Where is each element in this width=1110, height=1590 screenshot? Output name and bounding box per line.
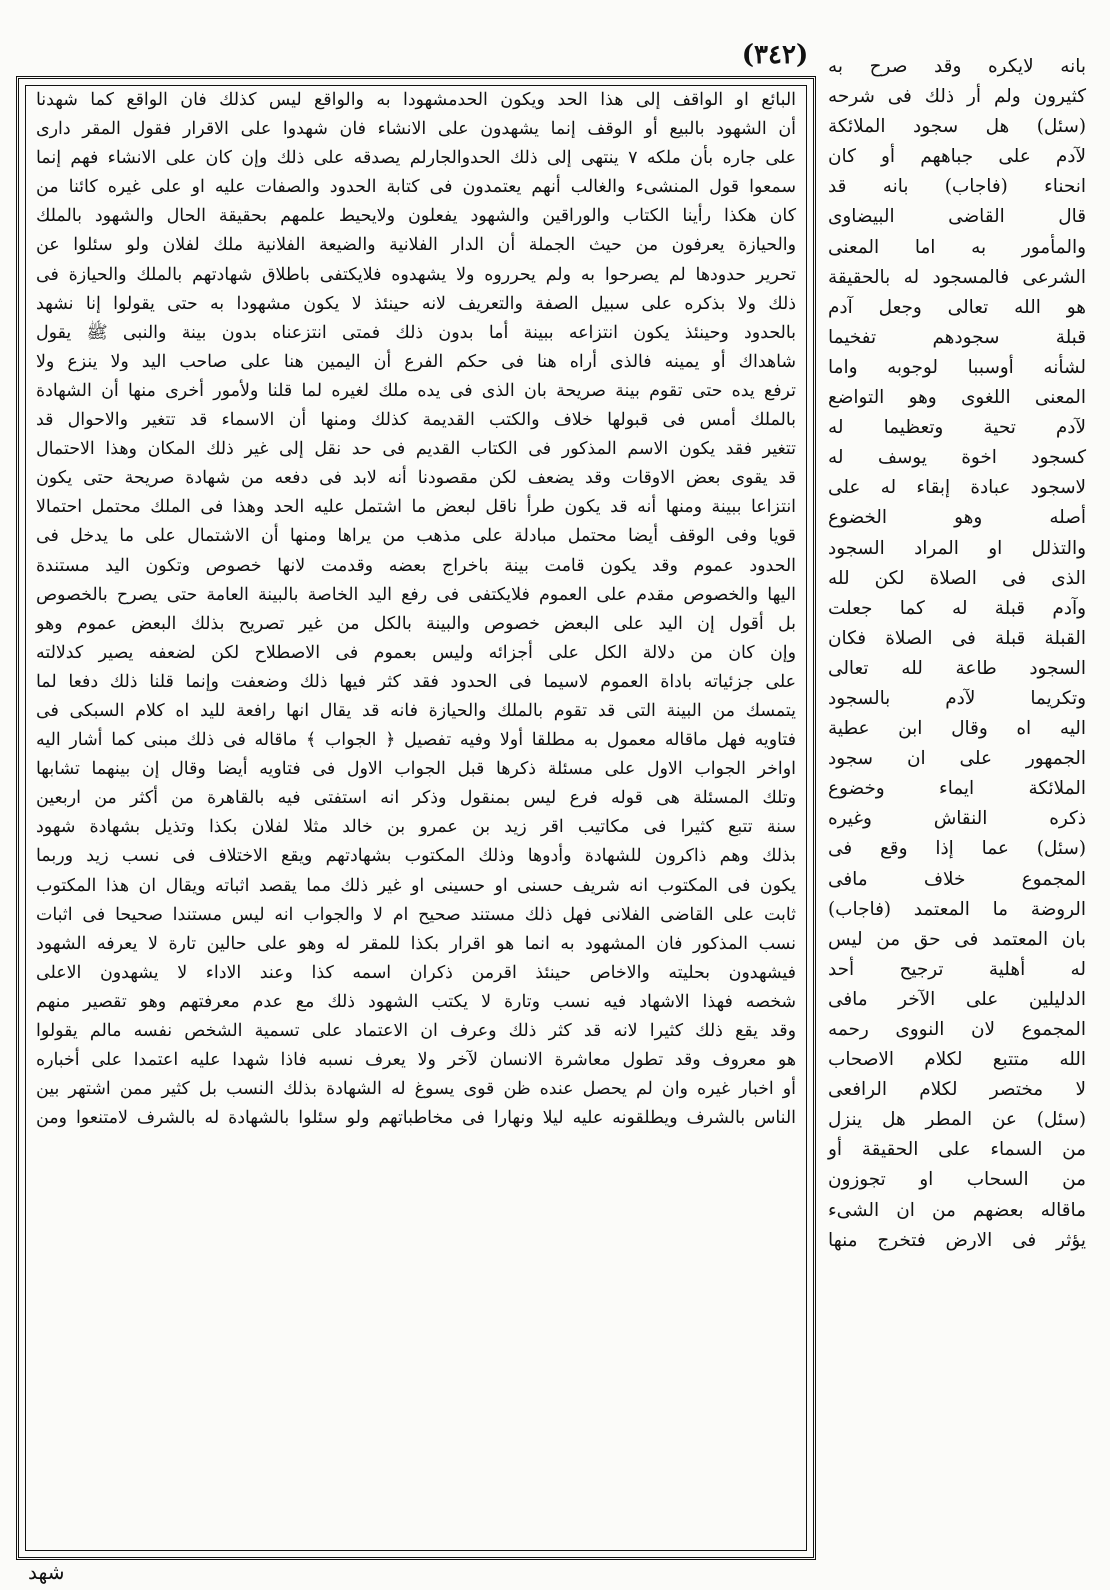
- margin-text-line: لاسجود عبادة إبقاء له على: [828, 477, 1086, 499]
- main-text-line: شاهداك أو يمينه فالذى أراه هنا فى حكم الفرع أن اليمين هنا على صاحب اليد ولا ينزع ولا: [36, 351, 796, 372]
- margin-commentary: [822, 52, 1092, 1562]
- margin-text-line: يؤثر فى الارض فتخرج منها: [828, 1229, 1086, 1251]
- main-text-line: أن الشهود بالبيع أو الوقف إنما يشهدون على الانشاء فان شهدوا على الاقرار فقول المقر دارى: [36, 119, 796, 140]
- main-text-line: والحيازة يعرفون من حيث الجملة أن الدار الفلانية والضيعة الفلانية ملك لفلان ولو سئلوا عن: [36, 235, 796, 256]
- margin-text-line: والتذلل او المراد السجود: [828, 537, 1086, 559]
- margin-text-line: الذى فى الصلاة لكن لله: [828, 567, 1086, 589]
- main-text-line: البائع او الواقف إلى هذا الحد ويكون الحدمشهودا به والواقع ليس كذلك فان الواقع كما شهدنا: [36, 90, 796, 110]
- margin-text-line: الله متتبع لكلام الاصحاب: [828, 1049, 1086, 1071]
- margin-text-line: له أهلية ترجيح أحد: [828, 958, 1086, 980]
- margin-text-line: (سئل) عما إذا وقع فى: [828, 838, 1086, 860]
- margin-text-line: لآدم على جباههم أو كان: [828, 146, 1086, 168]
- margin-text-line: المعنى اللغوى وهو التواضع: [828, 387, 1086, 409]
- main-text-line: اواخر الجواب الاول على مسئلة ذكرها قبل الجواب الاول فى فتاويه أيضا وقال إن بينهما تشابها: [36, 759, 796, 780]
- main-text-line: وتلك المسئلة هى قوله فرع ليس بمنقول وذكر انه استفتى فيه بالقاهرة من أكثر من اربعين: [36, 788, 796, 809]
- margin-text-line: قبلة سجودهم تفخيما: [828, 326, 1086, 348]
- margin-text-line: المجموع لان النووى رحمه: [828, 1019, 1086, 1040]
- main-text-line: وإن كان من دلالة الكل على أجزائه وليس بعموم فى الاصطلاح لكن لضعفه يصير كدلالته: [36, 642, 796, 663]
- main-text-line: كان هكذا رأينا الكتاب والوراقين والشهود يفعلون ولايحيط علمهم بحقيقة الحال والشهود بالملك: [36, 206, 796, 227]
- margin-text-line: بان المعتمد فى حق من ليس: [828, 928, 1086, 950]
- main-text-line: ترفع يده حتى تقوم بينة صريحة بان الذى فى يده ملك لغيره لما قلنا ولأمور أخرى منها أن الشهادة: [36, 380, 796, 401]
- margin-text-line: الشرعى فالمسجود له بالحقيقة: [828, 266, 1086, 288]
- margin-text-line: اليه اه وقال ابن عطية: [828, 718, 1086, 740]
- main-text-line: أو اخبار غيره وان لم يحصل عنده ظن قوى يسوغ له الشهادة بذلك النسب بل كثير ممن اشتهر بين: [36, 1079, 796, 1100]
- main-text-line: الناس بالشرف ويطلقونه عليه ليلا ونهارا فى مخاطباتهم ولو سئلوا بالشهادة له بالشرف لامتنعوا ومن: [36, 1108, 796, 1129]
- margin-text-line: بانه لايكره وقد صرح به: [828, 56, 1086, 77]
- main-text-line: ذلك ولا بذكره على سبيل الصفة والتعريف لانه حينئذ لا يكون مشهودا به حتى يقولوا إنا نشهد: [36, 293, 796, 314]
- main-text-line: تتغير فقد يكون الاسم المذكور فى الكتاب القديم فى حد نقل إلى غير ذلك المكان وهذا الاحتمال: [36, 439, 796, 460]
- main-text-line: سمعوا قول المنشىء والغالب أنهم يعتمدون فى كتابة الحدود والصفات عليه او على غيره كائنا من: [36, 177, 796, 198]
- main-text-line: تحرير حدودها لم يصرحوا به ولم يحرروه ولا يشهدوه فلايكتفى باطلاق شهادتهم بالملك والحيازة فى: [36, 264, 796, 285]
- main-text-line: فتاويه فهل ماقاله معمول به مطلقا أولا وفيه تفصيل ﴿ الجواب ﴾ ماقاله فى ذلك مبنى كما أشار اليه: [36, 730, 796, 751]
- main-text-line: سنة تتبع كثيرا فى مكاتيب اقر زيد بن عمرو بن خالد مثلا لفلان بكذا وتذيل بشهادة شهود: [36, 817, 796, 838]
- main-text-line: على جاره بأن ملكه ٧ ينتهى إلى ذلك الحدوالجارلم يصدقه على ذلك وإن كان على الانشاء فهم إنما: [36, 148, 796, 169]
- main-text-line: وقد يقع ذلك كثيرا لانه قد كثر ذلك وعرف ان الاعتماد على تسمية الشخص نفسه مالم يقولوا: [36, 1021, 796, 1041]
- margin-text-line: الدليلين على الآخر مافى: [828, 988, 1086, 1010]
- main-text-line: نسب المذكور فان المشهود به انما هو اقرار بكذا للمقر له وهو على حالين تارة لا يعرفه الشهود: [36, 933, 796, 954]
- main-text-line: هو معروف وقد تطول معاشرة الانسان لآخر ولا يعرف نسبه فاذا شهدا عليه اعتمدا على أخباره: [36, 1050, 796, 1071]
- margin-text-line: وآدم قبلة له كما جعلت: [828, 597, 1086, 619]
- main-text-line: بل أقول إن اليد على البعض خصوص والبينة بالكل من غير تصريح بذلك البعض عموم وهو: [36, 613, 796, 634]
- main-text-line: يكون فى المكتوب انه شريف حسنى او حسينى او غير ذلك مما يقصد اثباته ويقال ان هذا المكتوب: [36, 875, 796, 896]
- margin-text-line: (سئل) عن المطر هل ينزل: [828, 1109, 1086, 1131]
- main-text-line: فيشهدون بحليته والاخاص حينئذ اقرمن ذكران اسمه كذا وعند الاداء لا يشهدون الاعلى: [36, 962, 796, 983]
- main-text-line: انتزاعا ببينة ومنها أنه قد يكون طرأ ناقل لبعض ما اشتمل عليه الحد وهذا فى الملك محتمل احتمالا: [36, 497, 796, 518]
- main-text-frame: [16, 76, 816, 1560]
- main-text-line: بالحدود وحينئذ يكون انتزاعه ببينة أما بدون ذلك فمتى انتزعناه بدون بينة والنبى ﷺ يقول: [36, 322, 796, 343]
- main-text-body: [25, 85, 807, 1551]
- main-text-line: يتمسك من البينة التى قد تقوم بالملك والحيازة فانه قد يقال انها رافعة لليد اه كلام السبكى فى: [36, 700, 796, 721]
- margin-text-line: هو الله تعالى وجعل آدم: [828, 296, 1086, 318]
- page-number: (٣٤٢): [741, 40, 809, 70]
- margin-text-line: لشأنه أوسببا لوجوبه واما: [828, 356, 1086, 378]
- main-text-line: بذلك وهم ذاكرون للشهادة وأدوها وذلك المكتوب بشهادتهم ويقع الاختلاف فى نسب زيد وربما: [36, 846, 796, 867]
- margin-text-line: انحناء (فاجاب) بانه قد: [828, 176, 1086, 198]
- margin-text-line: ماقاله بعضهم من ان الشىء: [828, 1199, 1086, 1221]
- main-text-line: على جزئياته باداة العموم لاسيما فى الحدود فقد كثر فيها ذلك وضعفت وإنما قلنا ذلك دفعا لما: [36, 671, 796, 692]
- margin-text-line: والمأمور به اما المعنى: [828, 236, 1086, 258]
- margin-text-line: لا مختصر لكلام الرافعى: [828, 1079, 1086, 1101]
- margin-text-line: من السماء على الحقيقة أو: [828, 1139, 1086, 1161]
- margin-text-line: كثيرون ولم أر ذلك فى شرحه: [828, 86, 1086, 108]
- margin-text-line: أصله وهو الخضوع: [828, 507, 1086, 529]
- margin-text-line: كسجود اخوة يوسف له: [828, 447, 1086, 469]
- margin-text-line: السجود طاعة لله تعالى: [828, 657, 1086, 679]
- main-text-line: بالملك أمس فى قبولها خلاف والكتب القديمة كذلك ومنها أن الاسماء قد تتغير والاحوال قد: [36, 410, 796, 431]
- main-text-line: قد يقوى بعض الاوقات وقد يضعف لكن مقصودنا أنه لابد فى دفعه من شهادة صريحة حتى يكون: [36, 468, 796, 489]
- margin-text-line: لآدم تحية وتعظيما له: [828, 417, 1086, 439]
- margin-text-line: الجمهور على ان سجود: [828, 748, 1086, 770]
- main-text-line: ثابت على القاضى الفلانى فهل ذلك مستند صحيح ام لا والجواب انه ليس مستندا صحيحا فى اثبات: [36, 904, 796, 925]
- margin-text-line: القبلة قبلة فى الصلاة فكان: [828, 627, 1086, 649]
- margin-text-line: (سئل) هل سجود الملائكة: [828, 116, 1086, 138]
- margin-text-line: ذكره النقاش وغيره: [828, 808, 1086, 830]
- margin-text-line: من السحاب او تجوزون: [828, 1169, 1086, 1191]
- margin-text-line: الروضة ما المعتمد (فاجاب): [828, 898, 1086, 920]
- main-text-line: الحدود عموم وقد يكون قامت بينة باخراج بعضه وقدمت لانها خصوص وتكون اليد مستندة: [36, 555, 796, 576]
- main-text-line: شخصه فهذا الاشهاد فيه نسب وتارة لا يكتب الشهود ذلك مع عدم معرفتهم وهو تقصير منهم: [36, 991, 796, 1012]
- margin-text-line: قال القاضى البيضاوى: [828, 206, 1086, 228]
- main-text-line: اليها والخصوص مقدم على العموم فلايكتفى فى رفع اليد الخاصة بالبينة العامة حتى يصرح بالخصوص: [36, 584, 796, 605]
- catchword: شهد: [28, 1560, 65, 1584]
- main-text-line: قويا وفى الوقف أيضا محتمل مبادلة على مذهب من يراها ومنها أن الاشتمال على ما يدخل فى: [36, 526, 796, 547]
- margin-text-line: وتكريما لآدم بالسجود: [828, 687, 1086, 709]
- margin-text-line: المجموع خلاف مافى: [828, 868, 1086, 890]
- margin-text-line: الملائكة ايماء وخضوع: [828, 778, 1086, 800]
